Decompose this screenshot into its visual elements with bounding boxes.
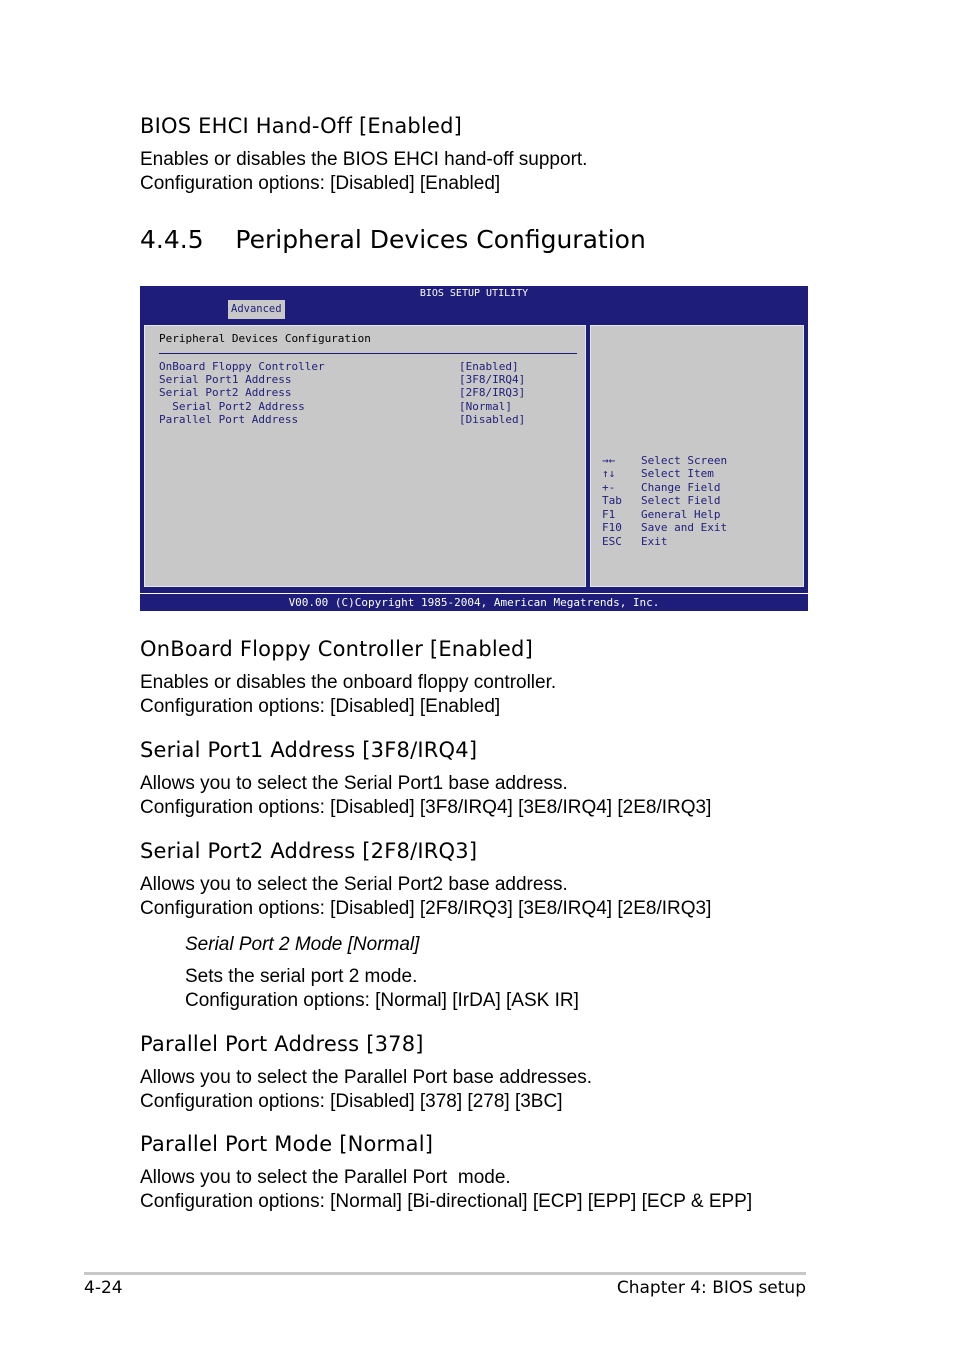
bios-panel-heading: Peripheral Devices Configuration: [159, 332, 371, 345]
serial2-mode-line-1: Sets the serial port 2 mode.: [185, 966, 418, 987]
bios-body: [140, 319, 808, 593]
bios-panel-divider: [159, 353, 577, 354]
floppy-title: OnBoard Floppy Controller [Enabled]: [140, 637, 533, 661]
key-plus-minus: +-: [602, 481, 616, 494]
ehci-line-2: Configuration options: [Disabled] [Enabled]: [140, 173, 501, 194]
key-help-select-item: Select Item: [641, 467, 714, 480]
key-esc: ESC: [602, 535, 622, 548]
page-number: 4-24: [84, 1278, 123, 1298]
serial2-line-1: Allows you to select the Serial Port2 base address.: [140, 874, 568, 895]
bios-item-floppy-value[interactable]: [Enabled]: [459, 360, 519, 373]
bios-tab-advanced[interactable]: Advanced: [228, 300, 285, 319]
bios-settings-panel: [144, 325, 586, 587]
serial1-line-1: Allows you to select the Serial Port1 base address.: [140, 773, 568, 794]
ehci-description: [140, 148, 587, 196]
key-help-select-field: Select Field: [641, 494, 721, 507]
arrows-up-down-icon: ↑↓: [602, 467, 616, 480]
key-help-change-field: Change Field: [641, 481, 721, 494]
bios-help-panel: [590, 325, 804, 587]
ehci-title: BIOS EHCI Hand-Off [Enabled]: [140, 114, 463, 138]
bios-item-serial2-value[interactable]: [2F8/IRQ3]: [459, 386, 526, 399]
key-help-general-help: General Help: [641, 508, 721, 521]
bios-item-floppy-label[interactable]: OnBoard Floppy Controller: [159, 360, 325, 373]
bios-screenshot: [140, 286, 808, 611]
bios-item-serial2-mode-value[interactable]: [Normal]: [459, 400, 512, 413]
key-f10: F10: [602, 521, 622, 534]
bios-item-serial1-label[interactable]: Serial Port1 Address: [159, 373, 292, 386]
bios-copyright: V00.00 (C)Copyright 1985-2004, American Megatrends, Inc.: [140, 594, 808, 611]
serial2-description: [140, 873, 711, 921]
key-f1: F1: [602, 508, 616, 521]
serial2-mode-line-2: Configuration options: [Normal] [IrDA] [ASK IR]: [185, 990, 579, 1011]
parallel-address-description: [140, 1066, 592, 1114]
serial1-title: Serial Port1 Address [3F8/IRQ4]: [140, 738, 478, 762]
bios-title-bar: [140, 286, 808, 319]
key-tab: Tab: [602, 494, 622, 507]
serial2-mode-description: [185, 965, 579, 1013]
key-help-save-exit: Save and Exit: [641, 521, 728, 534]
chapter-label: Chapter 4: BIOS setup: [616, 1278, 806, 1298]
serial2-title: Serial Port2 Address [2F8/IRQ3]: [140, 839, 478, 863]
serial2-line-2: Configuration options: [Disabled] [2F8/IRQ3] [3E8/IRQ4] [2E8/IRQ3]: [140, 898, 712, 919]
ehci-line-1: Enables or disables the BIOS EHCI hand-off support.: [140, 149, 588, 170]
parallel-mode-description: [140, 1166, 752, 1214]
serial1-line-2: Configuration options: [Disabled] [3F8/IRQ4] [3E8/IRQ4] [2E8/IRQ3]: [140, 797, 712, 818]
section-heading: 4.4.5 Peripheral Devices Configuration: [140, 225, 646, 254]
parallel-address-title: Parallel Port Address [378]: [140, 1032, 424, 1056]
serial2-mode-title: Serial Port 2 Mode [Normal]: [185, 934, 420, 955]
floppy-line-1: Enables or disables the onboard floppy controller.: [140, 672, 557, 693]
footer-divider: [84, 1272, 806, 1275]
bios-item-parallel-label[interactable]: Parallel Port Address: [159, 413, 299, 426]
parallel-address-line-2: Configuration options: [Disabled] [378] [278] [3BC]: [140, 1091, 563, 1112]
serial1-description: [140, 772, 711, 820]
bios-item-parallel-value[interactable]: [Disabled]: [459, 413, 526, 426]
key-help-select-screen: Select Screen: [641, 454, 728, 467]
bios-item-serial2-mode-label[interactable]: Serial Port2 Address: [159, 400, 305, 413]
parallel-address-line-1: Allows you to select the Parallel Port base addresses.: [140, 1067, 593, 1088]
parallel-mode-line-2: Configuration options: [Normal] [Bi-directional] [ECP] [EPP] [ECP & EPP]: [140, 1191, 753, 1212]
bios-title: BIOS SETUP UTILITY: [419, 288, 529, 299]
bios-item-serial2-label[interactable]: Serial Port2 Address: [159, 386, 292, 399]
arrows-left-right-icon: →←: [602, 454, 616, 467]
parallel-mode-title: Parallel Port Mode [Normal]: [140, 1132, 434, 1156]
floppy-line-2: Configuration options: [Disabled] [Enabled]: [140, 696, 501, 717]
floppy-description: [140, 671, 556, 719]
key-help-exit: Exit: [641, 535, 668, 548]
bios-item-serial1-value[interactable]: [3F8/IRQ4]: [459, 373, 526, 386]
parallel-mode-line-1: Allows you to select the Parallel Port mode.: [140, 1167, 511, 1188]
